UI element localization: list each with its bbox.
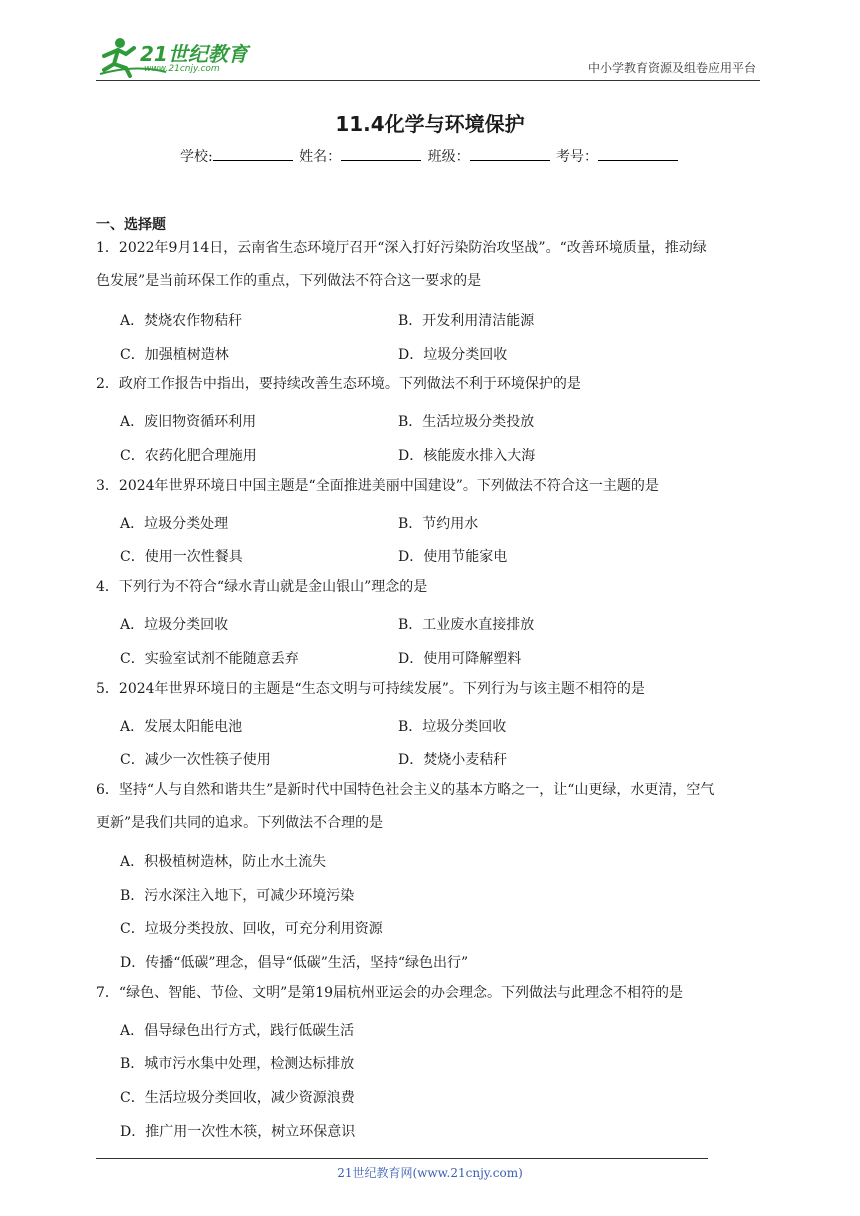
option-c[interactable]: C．使用一次性餐具 <box>120 549 243 565</box>
option-d[interactable]: D．传播“低碳”理念，倡导“低碳”生活，坚持“绿色出行” <box>120 955 469 971</box>
option-a[interactable]: A．焚烧农作物秸秆 <box>120 313 243 329</box>
option-c[interactable]: C．生活垃圾分类回收，减少资源浪费 <box>120 1090 355 1106</box>
option-a[interactable]: A．倡导绿色出行方式，践行低碳生活 <box>120 1023 355 1039</box>
option-d[interactable]: D．焚烧小麦秸秆 <box>398 752 508 768</box>
class-blank[interactable] <box>470 146 550 161</box>
question-3 <box>96 470 776 503</box>
question-7 <box>96 977 776 1010</box>
page-header <box>96 34 760 81</box>
option-d[interactable]: D．核能废水排入大海 <box>398 448 536 464</box>
question-stem: 4．下列行为不符合“绿水青山就是金山银山”理念的是 <box>96 579 428 595</box>
platform-name: 中小学教育资源及组卷应用平台 <box>587 61 756 75</box>
page-title: 11.4化学与环境保护 <box>335 112 525 136</box>
option-a[interactable]: A．垃圾分类处理 <box>120 516 229 532</box>
question-stem: 1．2022年9月14日，云南省生态环境厅召开“深入打好污染防治攻坚战”。“改善环境质量，推动绿 <box>96 240 707 256</box>
option-d[interactable]: D．垃圾分类回收 <box>398 347 508 363</box>
option-d[interactable]: D．使用节能家电 <box>398 549 508 565</box>
option-a[interactable]: A．发展太阳能电池 <box>120 719 243 735</box>
option-b[interactable]: B．工业废水直接排放 <box>398 617 535 633</box>
option-d[interactable]: D．使用可降解塑料 <box>398 651 522 667</box>
question-stem: 5．2024年世界环境日的主题是“生态文明与可持续发展”。下列行为与该主题不相符的是 <box>96 681 645 697</box>
question-stem: 更新”是我们共同的追求。下列做法不合理的是 <box>96 815 384 831</box>
name-blank[interactable] <box>341 146 421 161</box>
option-a[interactable]: A．废旧物资循环利用 <box>120 414 257 430</box>
question-4 <box>96 571 776 604</box>
question-stem: 7．“绿色、智能、节俭、文明”是第19届杭州亚运会的办会理念。下列做法与此理念不相符的是 <box>96 985 684 1001</box>
logo-url: www.21cnjy.com <box>144 64 220 74</box>
student-info-line <box>0 146 860 166</box>
option-c[interactable]: C．减少一次性筷子使用 <box>120 752 271 768</box>
exam-no-label: 考号： <box>556 149 599 165</box>
option-c[interactable]: C．加强植树造林 <box>120 347 229 363</box>
question-stem: 6．坚持“人与自然和谐共生”是新时代中国特色社会主义的基本方略之一，让“山更绿，水更清，空气 <box>96 782 715 798</box>
option-b[interactable]: B．生活垃圾分类投放 <box>398 414 535 430</box>
question-1 <box>96 232 776 298</box>
question-stem: 2．政府工作报告中指出，要持续改善生态环境。下列做法不利于环境保护的是 <box>96 376 581 392</box>
class-label: 班级： <box>427 149 470 165</box>
page-footer[interactable]: 21世纪教育网(www.21cnjy.com) <box>337 1166 523 1180</box>
question-5 <box>96 673 776 706</box>
option-c[interactable]: C．实验室试剂不能随意丢弃 <box>120 651 299 667</box>
section-heading: 一、选择题 <box>96 217 166 233</box>
question-stem: 色发展”是当前环保工作的重点，下列做法不符合这一要求的是 <box>96 273 482 289</box>
option-c[interactable]: C．农药化肥合理施用 <box>120 448 257 464</box>
school-blank[interactable] <box>213 146 293 161</box>
name-label: 姓名： <box>299 149 342 165</box>
site-logo <box>96 34 266 78</box>
option-d[interactable]: D．推广用一次性木筷，树立环保意识 <box>120 1124 356 1140</box>
option-b[interactable]: B．垃圾分类回收 <box>398 719 507 735</box>
option-b[interactable]: B．开发利用清洁能源 <box>398 313 535 329</box>
option-a[interactable]: A．积极植树造林，防止水土流失 <box>120 854 327 870</box>
option-b[interactable]: B．城市污水集中处理，检测达标排放 <box>120 1056 355 1072</box>
question-6 <box>96 774 776 840</box>
question-2 <box>96 368 776 401</box>
option-b[interactable]: B．污水深注入地下，可减少环境污染 <box>120 888 355 904</box>
option-b[interactable]: B．节约用水 <box>398 516 479 532</box>
footer-divider <box>96 1158 708 1159</box>
school-label: 学校: <box>179 149 213 165</box>
option-a[interactable]: A．垃圾分类回收 <box>120 617 229 633</box>
logo-text: 21世纪教育 <box>140 42 248 66</box>
option-c[interactable]: C．垃圾分类投放、回收，可充分利用资源 <box>120 921 383 937</box>
exam-no-blank[interactable] <box>598 146 678 161</box>
question-stem: 3．2024年世界环境日中国主题是“全面推进美丽中国建设”。下列做法不符合这一主题的是 <box>96 478 659 494</box>
